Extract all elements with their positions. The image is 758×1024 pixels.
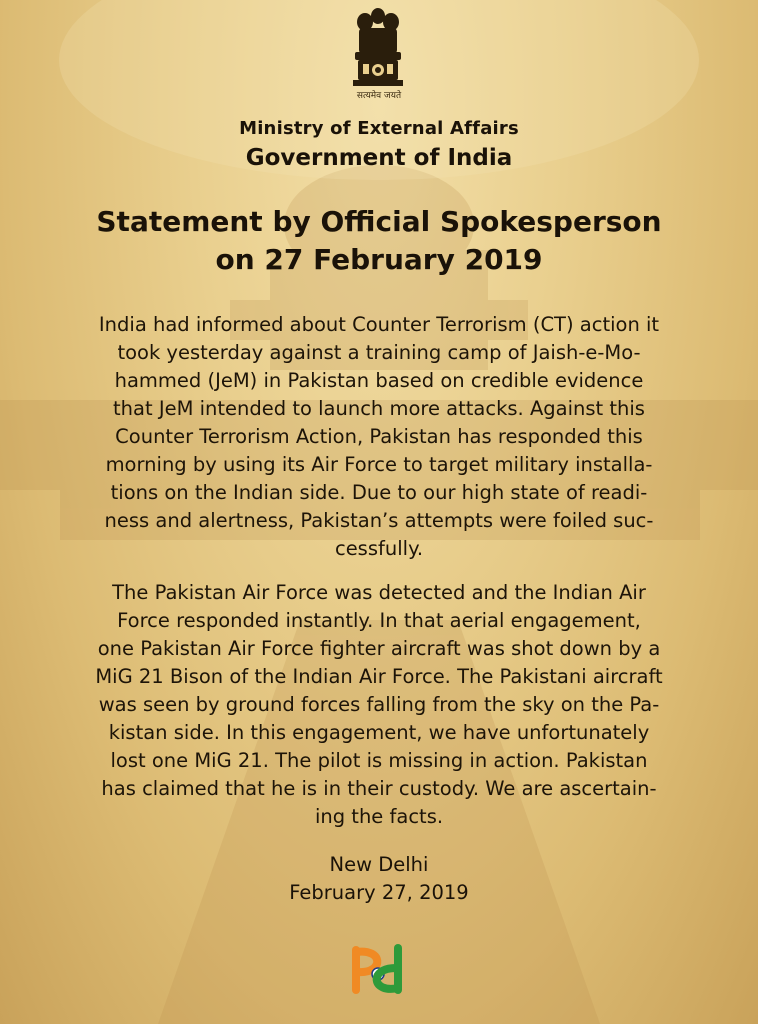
paragraph-line: cessfully. (334, 537, 424, 560)
emblem-motto: सत्यमेव जयते (356, 91, 402, 101)
paragraph-line: took yesterday against a training camp of Jaish-e-Mo- (117, 341, 641, 364)
signature-block (0, 851, 758, 907)
statement-date: February 27, 2019 (289, 881, 469, 904)
paragraph-line: hammed (JeM) in Pakistan based on credible evidence (114, 369, 644, 392)
paragraph-line: that JeM intended to launch more attacks. Against this (113, 397, 645, 420)
government-name: Government of India (245, 145, 513, 171)
paragraph-line: MiG 21 Bison of the Indian Air Force. The Pakistani aircraft (95, 665, 663, 688)
paragraph-line: one Pakistan Air Force fighter aircraft was shot down by a (97, 637, 661, 660)
statement-paragraph-2 (28, 579, 730, 831)
statement-title-line-2: on 27 February 2019 (215, 243, 543, 276)
ministry-name: Ministry of External Affairs (239, 118, 519, 139)
paragraph-line: lost one MiG 21. The pilot is missing in action. Pakistan (110, 749, 648, 772)
place-name: New Delhi (329, 853, 429, 876)
statement-title-line-1: Statement by Official Spokesperson (96, 205, 662, 238)
paragraph-line: Counter Terrorism Action, Pakistan has responded this (115, 425, 643, 448)
pib-logo-icon (350, 944, 406, 996)
paragraph-line: was seen by ground forces falling from the sky on the Pa- (98, 693, 660, 716)
paragraph-line: has claimed that he is in their custody. We are ascertain- (101, 777, 657, 800)
paragraph-line: Force responded instantly. In that aerial engagement, (117, 609, 641, 632)
paragraph-line: ing the facts. (314, 805, 444, 828)
paragraph-line: morning by using its Air Force to target military installa- (105, 453, 653, 476)
paragraph-line: ness and alertness, Pakistan’s attempts were foiled suc- (104, 509, 654, 532)
paragraph-line: tions on the Indian side. Due to our high state of readi- (110, 481, 648, 504)
paragraph-line: kistan side. In this engagement, we have unfortunately (108, 721, 650, 744)
paragraph-line: The Pakistan Air Force was detected and the Indian Air (112, 581, 646, 604)
statement-title (0, 203, 758, 279)
statement-paragraph-1 (28, 311, 730, 563)
paragraph-line: India had informed about Counter Terrorism (CT) action it (98, 313, 660, 336)
